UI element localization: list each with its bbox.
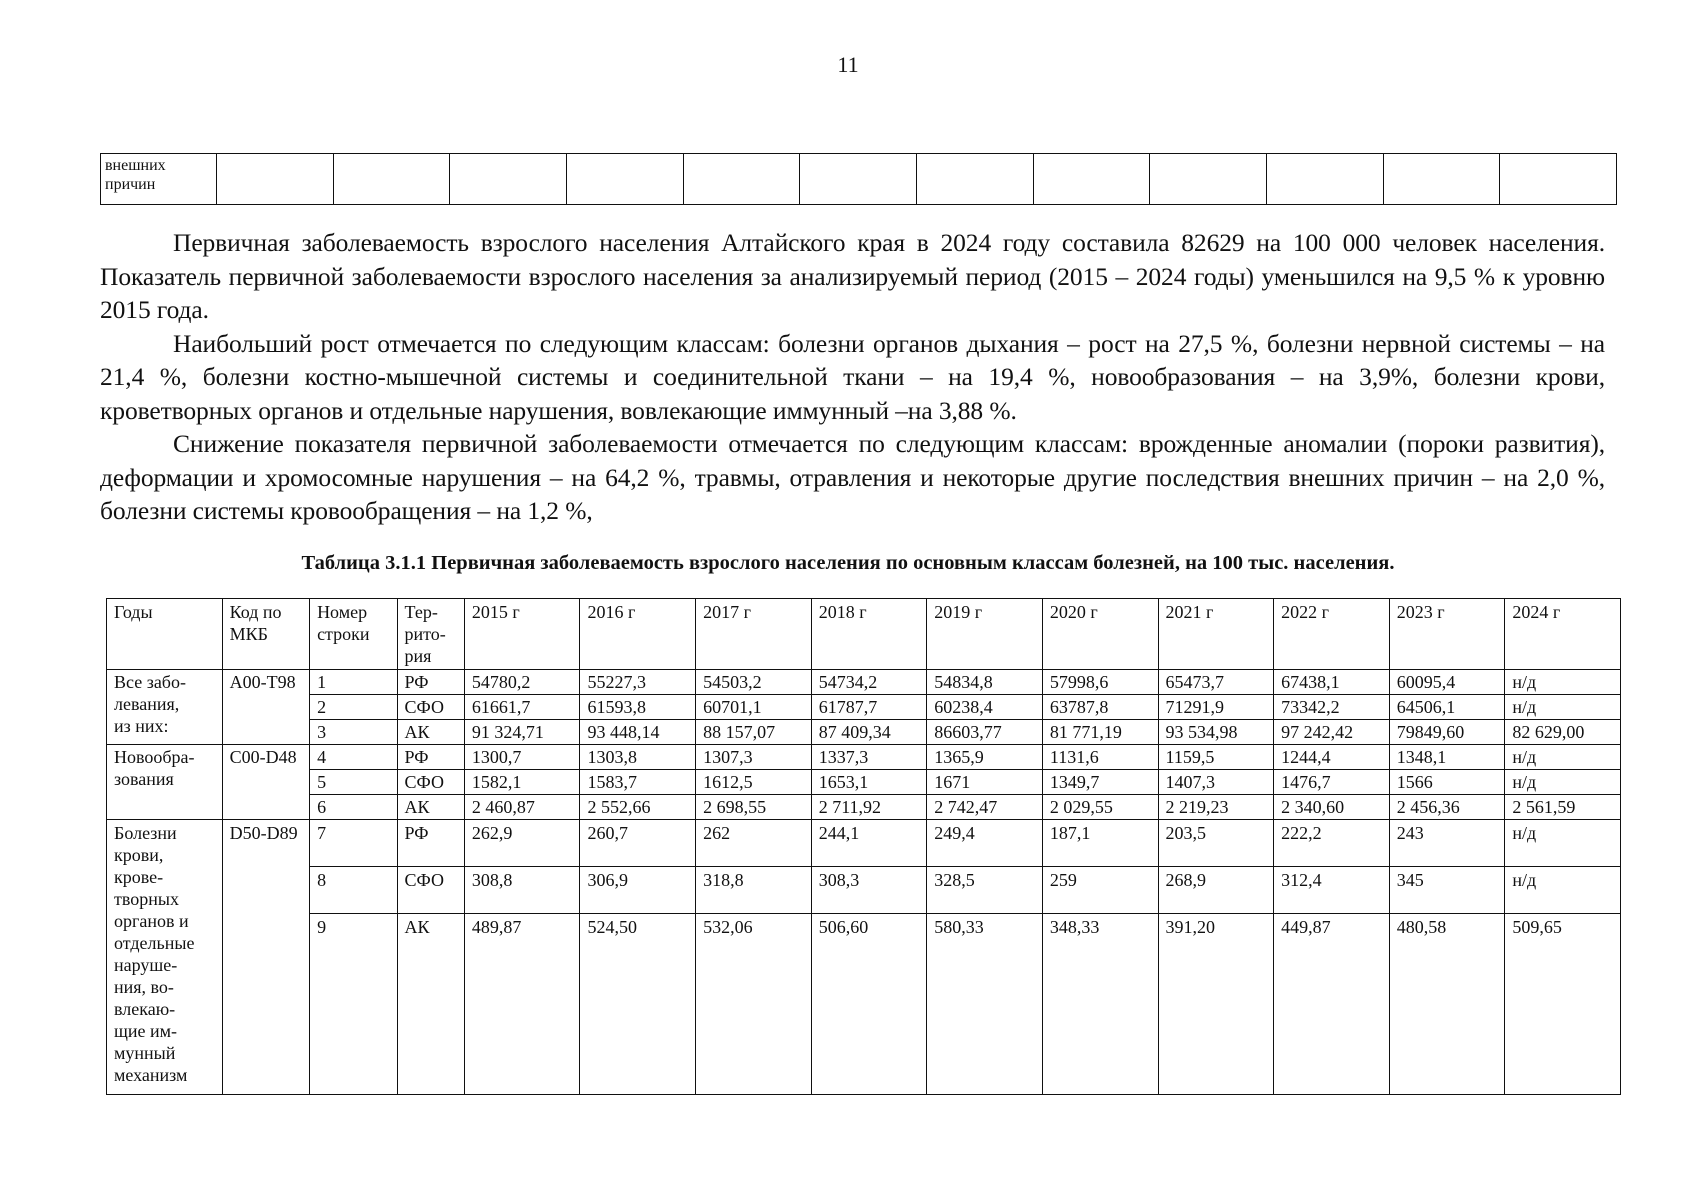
value-cell: 524,50 <box>580 914 696 1095</box>
value-cell: 244,1 <box>811 820 927 867</box>
page-number: 11 <box>837 52 859 77</box>
value-cell: 97 242,42 <box>1274 720 1390 745</box>
value-cell: 222,2 <box>1274 820 1390 867</box>
value-cell: 1365,9 <box>927 745 1043 770</box>
table-row <box>107 914 1621 1095</box>
table-row <box>107 745 1621 770</box>
value-cell: 61787,7 <box>811 695 927 720</box>
value-cell: 260,7 <box>580 820 696 867</box>
value-cell: 67438,1 <box>1274 670 1390 695</box>
value-cell: 268,9 <box>1158 867 1274 914</box>
row-number: 8 <box>310 867 397 914</box>
value-cell: 259 <box>1042 867 1158 914</box>
empty-cell <box>1033 154 1150 205</box>
value-cell: 93 448,14 <box>580 720 696 745</box>
value-cell: 88 157,07 <box>696 720 812 745</box>
row-number: 2 <box>310 695 397 720</box>
value-cell: 61661,7 <box>464 695 580 720</box>
value-cell: 63787,8 <box>1042 695 1158 720</box>
value-cell: 1566 <box>1389 770 1505 795</box>
value-cell: 2 456,36 <box>1389 795 1505 820</box>
continued-table-fragment <box>100 153 1617 205</box>
row-number: 4 <box>310 745 397 770</box>
value-cell: 318,8 <box>696 867 812 914</box>
value-cell: 1131,6 <box>1042 745 1158 770</box>
header-year: 2017 г <box>696 599 812 670</box>
value-cell: 1407,3 <box>1158 770 1274 795</box>
territory: РФ <box>397 820 464 867</box>
territory: АК <box>397 795 464 820</box>
value-cell: 1348,1 <box>1389 745 1505 770</box>
value-cell: 2 742,47 <box>927 795 1043 820</box>
header-year: 2024 г <box>1505 599 1621 670</box>
value-cell: 60095,4 <box>1389 670 1505 695</box>
row-number: 7 <box>310 820 397 867</box>
empty-cell <box>1383 154 1500 205</box>
header-icd-code: Код по МКБ <box>222 599 309 670</box>
value-cell: 449,87 <box>1274 914 1390 1095</box>
value-cell: 312,4 <box>1274 867 1390 914</box>
value-cell: 65473,7 <box>1158 670 1274 695</box>
value-cell: 55227,3 <box>580 670 696 695</box>
empty-cell <box>566 154 683 205</box>
value-cell: 73342,2 <box>1274 695 1390 720</box>
value-cell: 308,8 <box>464 867 580 914</box>
value-cell: 93 534,98 <box>1158 720 1274 745</box>
territory: АК <box>397 720 464 745</box>
icd-code: A00-T98 <box>222 670 309 745</box>
value-cell: 81 771,19 <box>1042 720 1158 745</box>
value-cell: 489,87 <box>464 914 580 1095</box>
value-cell: н/д <box>1505 867 1621 914</box>
header-year: 2016 г <box>580 599 696 670</box>
header-year: 2019 г <box>927 599 1043 670</box>
empty-cell <box>683 154 800 205</box>
icd-code: C00-D48 <box>222 745 309 820</box>
paragraph: Наибольший рост отмечается по следующим классам: болезни органов дыхания – рост на 27,5 %, болезни нервной системы – на 21,4 %, болезни костно-мышечной системы и соединительной ткани – на 19,4 %, новообразования – на 3,9%, болезни крови, кроветворных органов и отдельные нарушения, вовлекающие иммунный –на 3,88 %. <box>100 328 1605 425</box>
header-year: 2022 г <box>1274 599 1390 670</box>
table-row <box>107 820 1621 867</box>
value-cell: 2 561,59 <box>1505 795 1621 820</box>
value-cell: 532,06 <box>696 914 812 1095</box>
group-name: Все забо- левания, из них: <box>107 670 223 745</box>
header-territory: Тер- рито- рия <box>397 599 464 670</box>
morbidity-table <box>106 598 1621 1095</box>
body-text <box>100 226 1605 528</box>
value-cell: 262 <box>696 820 812 867</box>
value-cell: 1582,1 <box>464 770 580 795</box>
value-cell: 1303,8 <box>580 745 696 770</box>
value-cell: 306,9 <box>580 867 696 914</box>
value-cell: 328,5 <box>927 867 1043 914</box>
territory: СФО <box>397 770 464 795</box>
header-year: 2021 г <box>1158 599 1274 670</box>
value-cell: 480,58 <box>1389 914 1505 1095</box>
value-cell: н/д <box>1505 820 1621 867</box>
value-cell: 2 698,55 <box>696 795 812 820</box>
row-number: 6 <box>310 795 397 820</box>
empty-cell <box>1150 154 1267 205</box>
value-cell: 87 409,34 <box>811 720 927 745</box>
icd-code: D50-D89 <box>222 820 309 1095</box>
territory: АК <box>397 914 464 1095</box>
value-cell: 187,1 <box>1042 820 1158 867</box>
value-cell: 54734,2 <box>811 670 927 695</box>
table-row <box>107 670 1621 695</box>
value-cell: 509,65 <box>1505 914 1621 1095</box>
table-row <box>107 720 1621 745</box>
value-cell: 2 711,92 <box>811 795 927 820</box>
value-cell: 91 324,71 <box>464 720 580 745</box>
territory: РФ <box>397 670 464 695</box>
territory: СФО <box>397 867 464 914</box>
value-cell: н/д <box>1505 770 1621 795</box>
value-cell: 506,60 <box>811 914 927 1095</box>
value-cell: 1300,7 <box>464 745 580 770</box>
value-cell: 1612,5 <box>696 770 812 795</box>
value-cell: 1671 <box>927 770 1043 795</box>
table-caption: Таблица 3.1.1 Первичная заболеваемость взрослого населения по основным классам болезней, на 100 тыс. населения. <box>301 552 1395 574</box>
value-cell: 348,33 <box>1042 914 1158 1095</box>
empty-cell <box>916 154 1033 205</box>
value-cell: 54834,8 <box>927 670 1043 695</box>
value-cell: 71291,9 <box>1158 695 1274 720</box>
header-year: 2018 г <box>811 599 927 670</box>
value-cell: 54503,2 <box>696 670 812 695</box>
value-cell: н/д <box>1505 695 1621 720</box>
group-name: Новообра- зования <box>107 745 223 820</box>
territory: СФО <box>397 695 464 720</box>
value-cell: 262,9 <box>464 820 580 867</box>
header-year: 2015 г <box>464 599 580 670</box>
territory: РФ <box>397 745 464 770</box>
row-number: 5 <box>310 770 397 795</box>
value-cell: 580,33 <box>927 914 1043 1095</box>
empty-cell <box>1266 154 1383 205</box>
value-cell: 57998,6 <box>1042 670 1158 695</box>
row-number: 3 <box>310 720 397 745</box>
table-row <box>107 795 1621 820</box>
value-cell: 2 460,87 <box>464 795 580 820</box>
empty-cell <box>217 154 334 205</box>
value-cell: 54780,2 <box>464 670 580 695</box>
value-cell: 1337,3 <box>811 745 927 770</box>
value-cell: 61593,8 <box>580 695 696 720</box>
table-header-row <box>107 599 1621 670</box>
value-cell: 1349,7 <box>1042 770 1158 795</box>
header-year: 2023 г <box>1389 599 1505 670</box>
header-year: 2020 г <box>1042 599 1158 670</box>
value-cell: 64506,1 <box>1389 695 1505 720</box>
empty-cell <box>800 154 917 205</box>
value-cell: 60238,4 <box>927 695 1043 720</box>
value-cell: 1476,7 <box>1274 770 1390 795</box>
group-name: Болезни крови, крове- творных органов и отдельные наруше- ния, во- влекаю- щие им- мунный механизм <box>107 820 223 1095</box>
value-cell: 243 <box>1389 820 1505 867</box>
value-cell: 2 340,60 <box>1274 795 1390 820</box>
value-cell: 308,3 <box>811 867 927 914</box>
value-cell: 391,20 <box>1158 914 1274 1095</box>
value-cell: 345 <box>1389 867 1505 914</box>
paragraph: Первичная заболеваемость взрослого населения Алтайского края в 2024 году составила 82629 на 100 000 человек населения. Показатель первичной заболеваемости взрослого населения за анализируемый период (2015 – 2024 годы) уменьшился на 9,5 % к уровню 2015 года. <box>100 228 1605 324</box>
value-cell: 2 219,23 <box>1158 795 1274 820</box>
empty-cell <box>333 154 450 205</box>
value-cell: 249,4 <box>927 820 1043 867</box>
value-cell: 60701,1 <box>696 695 812 720</box>
paragraph: Снижение показателя первичной заболеваемости отмечается по следующим классам: врожденные аномалии (пороки развития), деформации и хромосомные нарушения – на 64,2 %, травмы, отравления и некоторые другие последствия внешних причин – на 2,0 %, болезни системы кровообращения – на 1,2 %, <box>100 429 1605 525</box>
empty-cell <box>1500 154 1617 205</box>
table-row <box>107 867 1621 914</box>
value-cell: 2 552,66 <box>580 795 696 820</box>
empty-cell <box>450 154 567 205</box>
value-cell: 1159,5 <box>1158 745 1274 770</box>
value-cell: 1583,7 <box>580 770 696 795</box>
row-number: 1 <box>310 670 397 695</box>
value-cell: н/д <box>1505 670 1621 695</box>
table-row <box>107 695 1621 720</box>
value-cell: 1307,3 <box>696 745 812 770</box>
value-cell: 86603,77 <box>927 720 1043 745</box>
header-row-number: Номер строки <box>310 599 397 670</box>
row-number: 9 <box>310 914 397 1095</box>
table-row <box>107 770 1621 795</box>
continued-table-label: внешних причин <box>101 154 217 205</box>
value-cell: 79849,60 <box>1389 720 1505 745</box>
value-cell: 82 629,00 <box>1505 720 1621 745</box>
value-cell: 1653,1 <box>811 770 927 795</box>
value-cell: 1244,4 <box>1274 745 1390 770</box>
header-years: Годы <box>107 599 223 670</box>
value-cell: н/д <box>1505 745 1621 770</box>
value-cell: 203,5 <box>1158 820 1274 867</box>
value-cell: 2 029,55 <box>1042 795 1158 820</box>
